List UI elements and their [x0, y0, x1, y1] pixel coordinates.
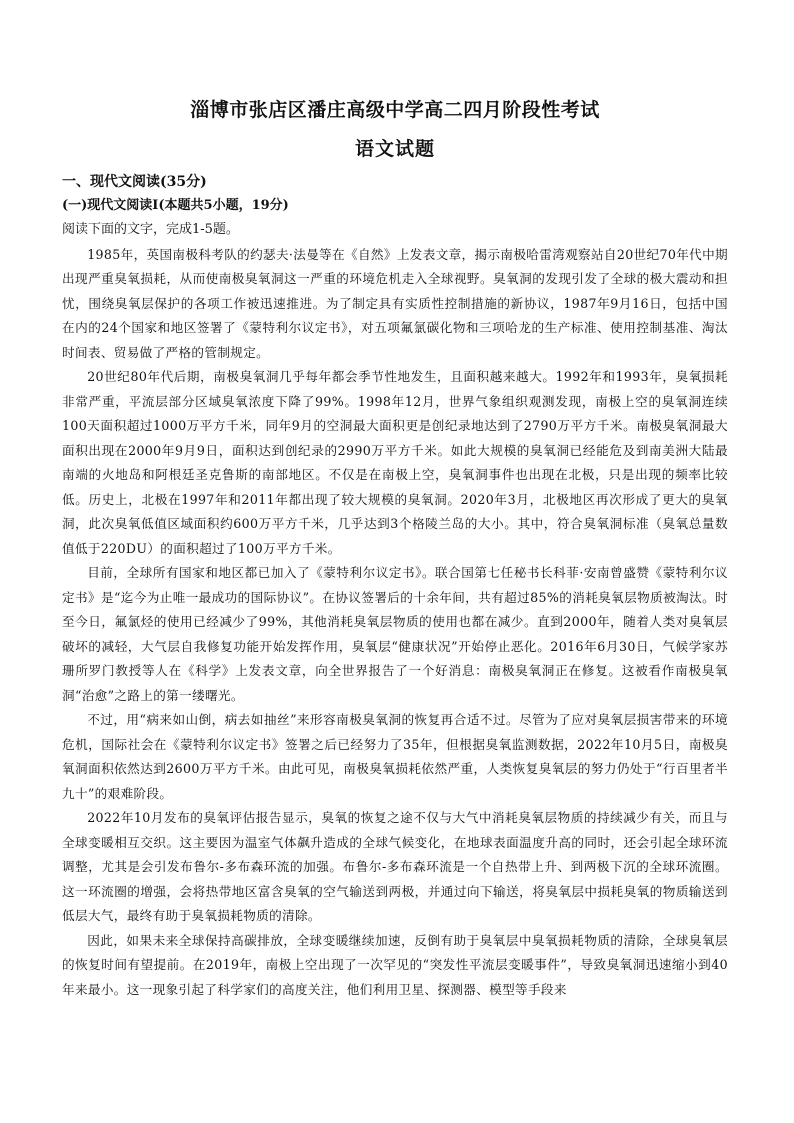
body-paragraph-5: 2022年10月发布的臭氧评估报告显示，臭氧的恢复之途不仅与大气中消耗臭氧层物质的持续减少有关，而且与全球变暖相互交织。这主要因为温室气体飙升造成的全球气候变化，在地球表面温度升高的同时，还会引起全球环流调整，尤其是会引发布鲁尔-多布森环流的加强。布鲁尔-多布森环流是一个自热带上升、到两极下沉的全球环流圈。这一环流圈的增强，会将热带地区富含臭氧的空气输送到两极，并通过向下输送，将臭氧层中损耗臭氧的物质输送到低层大气，最终有助于臭氧损耗物质的清除。 — [62, 810, 728, 923]
exam-title: 淄博市张店区潘庄高级中学高二四月阶段性考试 — [190, 99, 600, 121]
body-paragraph-1: 1985年，英国南极科考队的约瑟夫·法曼等在《自然》上发表文章，揭示南极哈雷湾观察站自20世纪70年代中期出现严重臭氧损耗，从而使南极臭氧洞这一严重的环境危机走入全球视野。臭氧洞的发现引发了全球的极大震动和担忧，围绕臭氧层保护的各项工作被迅速推进。为了制定具有实质性控制措施的新协议，1987年9月16日，包括中国在内的24个国家和地区签署了《蒙特利尔议定书》，对五项氟氯碳化物和三项哈龙的生产标准、使用控制基准、淘汰时间表、贸易做了严格的管制规定。 — [62, 246, 728, 360]
exam-subtitle: 语文试题 — [354, 138, 435, 160]
body-paragraph-3: 目前，全球所有国家和地区都已加入了《蒙特利尔议定书》。联合国第七任秘书长科菲·安南曾盛赞《蒙特利尔议定书》是“迄今为止唯一最成功的国际协议”。在协议签署后的十余年间，共有超过85%的消耗臭氧层物质被淘汰。时至今日，氟氯烃的使用已经减少了99%，其他消耗臭氧层物质的使用也都在减少。直到2000年，随着人类对臭氧层破坏的减轻，大气层自我修复功能开始发挥作用，臭氧层“健康状况”开始停止恶化。2016年6月30日，气候学家苏珊所罗门教授等人在《科学》上发表文章，向全世界报告了一个好消息：南极臭氧洞正在修复。这被看作南极臭氧洞“治愈”之路上的第一缕曙光。 — [62, 565, 728, 703]
body-paragraph-2: 20世纪80年代后期，南极臭氧洞几乎每年都会季节性地发生，且面积越来越大。1992年和1993年，臭氧损耗非常严重，平流层部分区域臭氧浓度下降了99%。1998年12月，世界气象组织观测发现，南极上空的臭氧洞连续100天面积超过1000万平方千米，同年9月的空洞最大面积更是创纪录地达到了2790万平方千米。南极臭氧洞最大面积出现在2000年9月9日，面积达到创纪录的2990万平方千米。如此大规模的臭氧洞已经能危及到南美洲大陆最南端的火地岛和阿根廷圣克鲁斯的南部地区。不仅是在南极上空，臭氧洞事件也出现在北极，只是出现的频率比较低。历史上，北极在1997年和2011年都出现了较大规模的臭氧洞。2020年3月，北极地区再次形成了更大的臭氧洞，此次臭氧低值区域面积约600万平方千米，几乎达到3个格陵兰岛的大小。其中，符合臭氧洞标准（臭氧总量数值低于220DU）的面积超过了100万平方千米。 — [62, 369, 728, 556]
body-paragraph-4: 不过，用“病来如山倒，病去如抽丝”来形容南极臭氧洞的恢复再合适不过。尽管为了应对臭氧层损害带来的环境危机，国际社会在《蒙特利尔议定书》签署之后已经努力了35年，但根据臭氧监测数据，2022年10月5日，南极臭氧洞面积依然达到2600万平方千米。由此可见，南极臭氧损耗依然严重，人类恢复臭氧层的努力仍处于“行百里者半九十”的艰难阶段。 — [62, 712, 728, 801]
reading-instruction: 阅读下面的文字，完成1-5题。 — [62, 222, 239, 237]
subsection-heading: (一)现代文阅读Ⅰ(本题共5小题，19分) — [62, 198, 289, 213]
section-heading: 一、现代文阅读(35分) — [62, 174, 207, 190]
body-paragraph-6: 因此，如果未来全球保持高碳排放，全球变暖继续加速，反倒有助于臭氧层中臭氧损耗物质的清除，全球臭氧层的恢复时间有望提前。在2019年，南极上空出现了一次罕见的“突发性平流层变暖事件”，导致臭氧洞迅速缩小到40年来最小。这一现象引起了科学家们的高度关注，他们利用卫星、探测器、模型等手段来 — [62, 932, 728, 997]
